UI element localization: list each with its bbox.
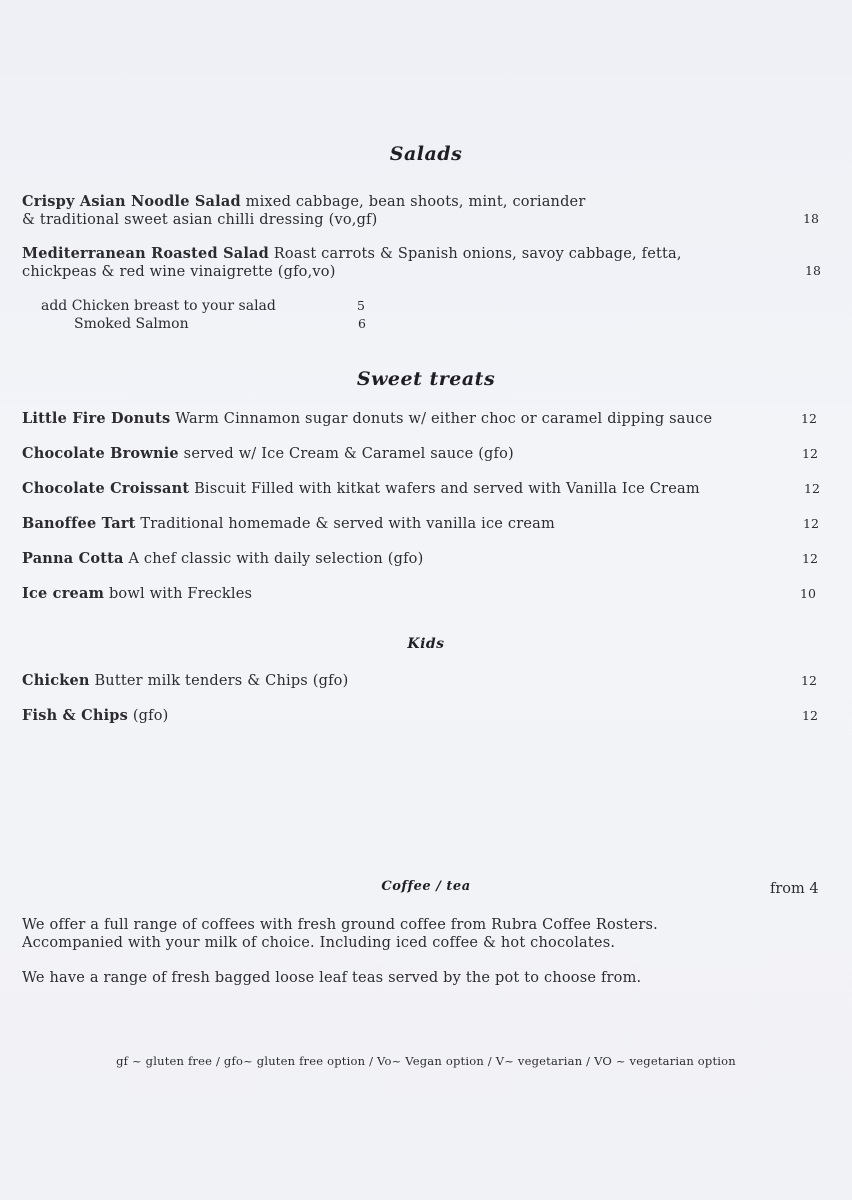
item-name: Fish & Chips — [22, 707, 128, 724]
item-price: 12 — [802, 551, 818, 566]
coffee-price: from 4 — [770, 881, 819, 897]
item-price: 12 — [802, 446, 818, 461]
item-name: Chocolate Croissant — [22, 480, 190, 497]
menu-item — [22, 445, 822, 463]
sweet-treats-heading: Sweet treats — [356, 368, 496, 390]
addon-label: Smoked Salmon — [74, 316, 189, 332]
item-desc: Butter milk tenders & Chips (gfo) — [94, 673, 349, 689]
item-name: Banoffee Tart — [22, 515, 136, 532]
item-desc: served w/ Ice Cream & Caramel sauce (gfo) — [183, 446, 514, 462]
menu-item — [22, 672, 822, 690]
item-desc: Traditional homemade & served with vanilla ice cream — [140, 516, 555, 532]
item-desc: mixed cabbage, bean shoots, mint, coriander — [245, 194, 586, 210]
addon-price: 5 — [357, 298, 365, 313]
item-price: 18 — [805, 263, 821, 278]
tea-description: We have a range of fresh bagged loose leaf teas served by the pot to choose from. — [22, 970, 642, 986]
item-price: 12 — [803, 516, 819, 531]
dietary-legend: gf ~ gluten free / gfo~ gluten free option / Vo~ Vegan option / V~ vegetarian / VO ~ vegetarian option — [116, 1054, 736, 1068]
item-price: 12 — [802, 708, 818, 723]
coffee-line: Accompanied with your milk of choice. Including iced coffee & hot chocolates. — [22, 935, 616, 951]
coffee-heading: Coffee / tea — [381, 879, 471, 894]
item-name: Ice cream — [22, 585, 105, 602]
item-name: Little Fire Donuts — [22, 410, 171, 427]
item-desc: bowl with Freckles — [108, 586, 253, 602]
item-desc: & traditional sweet asian chilli dressing (vo,gf) — [22, 212, 378, 228]
item-name: Chicken — [22, 672, 90, 689]
coffee-description — [22, 916, 658, 952]
item-price: 12 — [804, 481, 820, 496]
salads-heading: Salads — [389, 143, 463, 165]
item-desc: Warm Cinnamon sugar donuts w/ either choc or caramel dipping sauce — [170, 411, 713, 427]
item-price: 10 — [800, 586, 816, 601]
kids-heading: Kids — [407, 636, 445, 652]
menu-item — [22, 410, 822, 428]
item-desc: (gfo) — [132, 708, 169, 724]
item-desc: chickpeas & red wine vinaigrette (gfo,vo) — [22, 264, 336, 280]
item-price: 18 — [803, 211, 819, 226]
item-desc: Biscuit Filled with kitkat wafers and served with Vanilla Ice Cream — [194, 481, 700, 497]
item-desc: Roast carrots & Spanish onions, savoy cabbage, fetta, — [273, 246, 682, 262]
item-price: 12 — [801, 673, 817, 688]
item-desc: A chef classic with daily selection (gfo) — [128, 551, 424, 567]
menu-item — [22, 245, 822, 281]
item-price: 12 — [801, 411, 817, 426]
addon-label: add Chicken breast to your salad — [41, 298, 276, 314]
menu-item — [22, 515, 822, 533]
item-name: Panna Cotta — [22, 550, 124, 567]
addon-price: 6 — [358, 316, 366, 331]
menu-item — [22, 193, 822, 229]
menu-item — [22, 585, 822, 603]
menu-item — [22, 480, 822, 498]
menu-item — [22, 550, 822, 568]
menu-item — [22, 707, 822, 725]
coffee-line: We offer a full range of coffees with fresh ground coffee from Rubra Coffee Rosters. — [22, 917, 658, 933]
item-name: Mediterranean Roasted Salad — [22, 245, 269, 262]
item-name: Chocolate Brownie — [22, 445, 179, 462]
item-name: Crispy Asian Noodle Salad — [22, 193, 241, 210]
